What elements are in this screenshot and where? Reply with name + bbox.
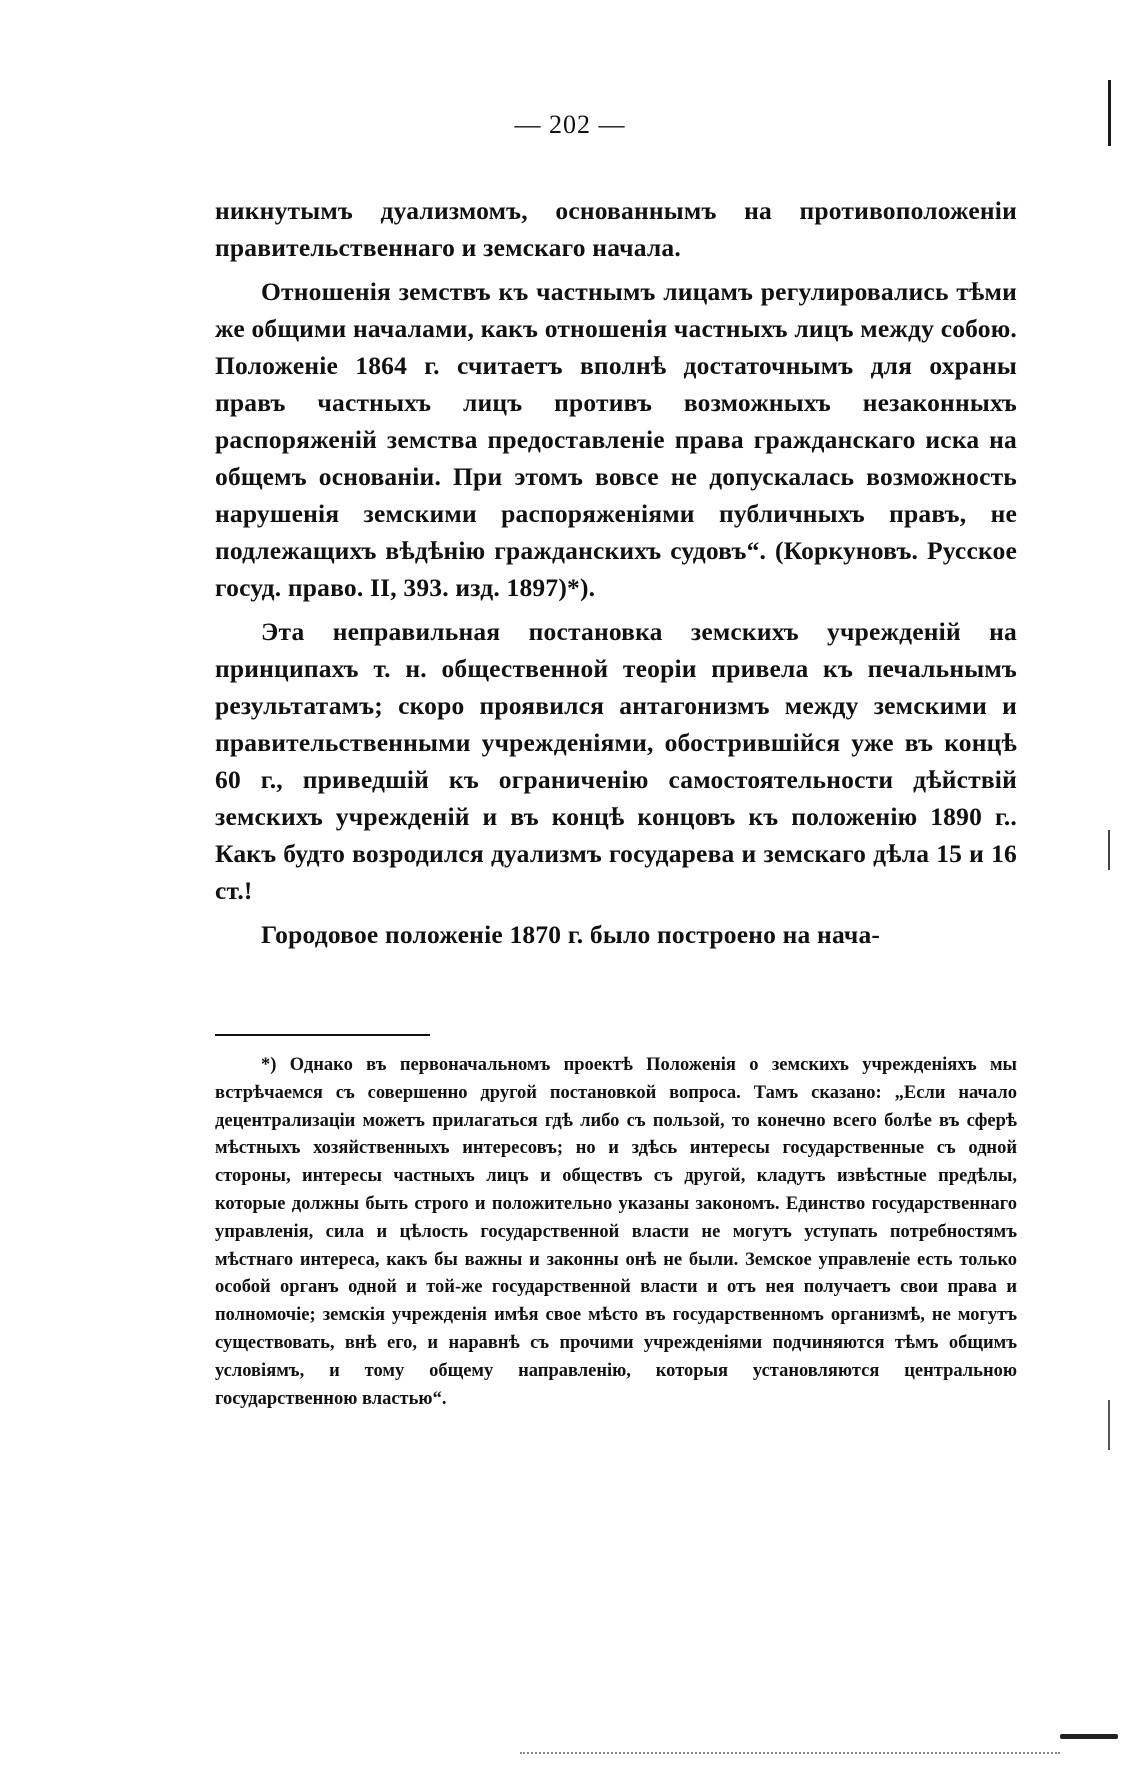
paragraph-2: Отношенiя земствъ къ частнымъ лицамъ регулировались тѣми же общими началами, какъ отношенiя частныхъ лицъ между собою. Положенiе 1864 г. считаетъ вполнѣ достаточнымъ для охраны правъ частныхъ лицъ противъ возможныхъ незаконныхъ распоряженiй земства предоставленiе права гражданскаго иска на общемъ основанiи. При этомъ вовсе не допускалась возможность нарушенiя земскими распоряженiями публичныхъ правъ, не подлежащихъ вѣдѣнiю гражданскихъ судовъ“. (Коркуновъ. Русское госуд. право. II, 393. изд. 1897)*). [215, 277, 1017, 602]
paragraph-4: Городовое положенiе 1870 г. было построено на нача- [261, 920, 881, 949]
scan-margin-mark [1108, 1400, 1110, 1450]
main-text [215, 192, 1017, 953]
paragraph-1: никнутымъ дуализмомъ, основаннымъ на противоположенiи правительственнаго и земскаго начала. [215, 196, 1017, 262]
footnote-divider [215, 1034, 430, 1036]
scan-margin-mark [1108, 80, 1111, 146]
footnote: *) Однако въ первоначальномъ проектѣ Положенiя о земскихъ учрежденiяхъ мы встрѣчаемся съ совершенно другой постановкой вопроса. Тамъ сказано: „Если начало децентрализацiи можетъ прилагаться гдѣ либо съ пользой, то конечно всего болѣе въ сферѣ мѣстныхъ хозяйственныхъ интересовъ; но и здѣсь интересы государственные съ одной стороны, интересы частныхъ лицъ и обществъ съ другой, кладутъ извѣстные предѣлы, которые должны быть строго и положительно указаны закономъ. Единство государственнаго управленiя, сила и цѣлость государственной власти не могутъ уступать потребностямъ мѣстнаго интереса, какъ бы важны и законны онѣ не были. Земское управленiе есть только особой органъ одной и той-же государственной власти и отъ нея получаетъ свои права и полномочiе; земскiя учрежденiя имѣя свое мѣсто въ государственномъ организмѣ, не могутъ существовать, внѣ его, и наравнѣ съ прочими учрежденiями подчиняются тѣмъ общимъ условiямъ, и тому общему направленiю, которыя установляются центральною государственною властью“. [215, 1055, 1017, 1409]
scan-edge-artifact [520, 1752, 1060, 1754]
scan-smudge [1060, 1734, 1118, 1739]
paragraph-3: Эта неправильная постановка земскихъ учрежденiй на принципахъ т. н. общественной теорiи привела къ печальнымъ результатамъ; скоро проявился антагонизмъ между земскими и правительственными учрежденiями, обострившiйся уже въ концѣ 60 г., приведшiй къ ограниченiю самостоятельности дѣйствiй земскихъ учрежденiй и въ концѣ концовъ къ положенiю 1890 г.. Какъ будто возродился дуализмъ государева и земскаго дѣла 15 и 16 ст.! [215, 617, 1017, 905]
page-number: — 202 — [514, 110, 626, 139]
scan-margin-mark [1108, 830, 1110, 870]
